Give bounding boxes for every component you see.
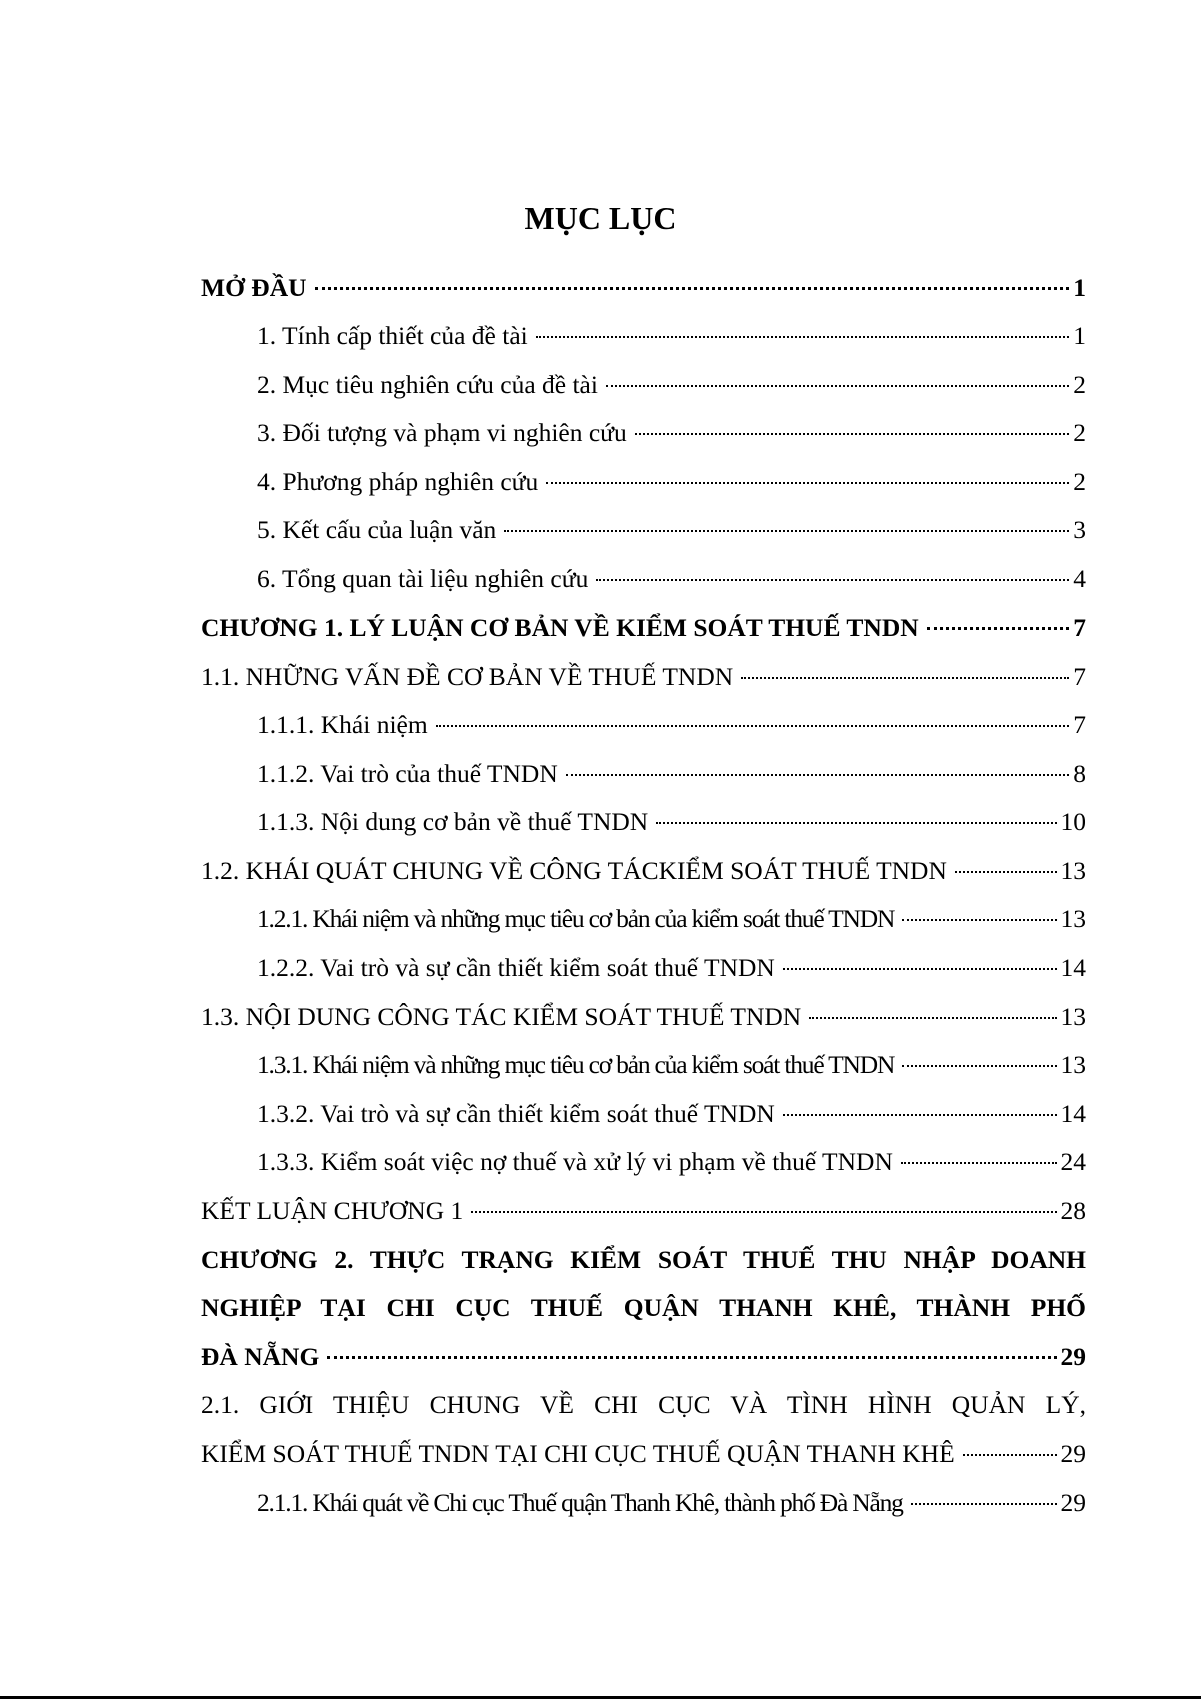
toc-entry-2-1-line1[interactable] (201, 1389, 1086, 1421)
dot-leader (315, 287, 1070, 290)
toc-entry-label: 1.1.1. Khái niệm (257, 710, 428, 739)
toc-title: MỤC LỤC (524, 200, 677, 236)
toc-entry-1-3-3[interactable] (257, 1146, 1086, 1178)
toc-entry-1-3-2[interactable] (257, 1098, 1086, 1130)
toc-entry-label: 1.3.2. Vai trò và sự cần thiết kiểm soát thuế TNDN (257, 1099, 775, 1128)
dot-leader (436, 725, 1070, 727)
dot-leader (901, 1162, 1057, 1164)
toc-entry-page: 2 (1073, 370, 1086, 399)
toc-entry-1-3[interactable] (201, 1001, 1086, 1033)
toc-entry-page: 1 (1073, 273, 1086, 302)
toc-entry-page: 7 (1073, 662, 1086, 691)
dot-leader (635, 433, 1070, 435)
toc-entry-ket-luan-1[interactable] (201, 1195, 1086, 1227)
toc-entry-page: 29 (1060, 1342, 1086, 1371)
toc-entry-page: 14 (1060, 953, 1086, 982)
dot-leader (927, 627, 1070, 630)
toc-entry-label: NGHIỆP TẠI CHI CỤC THUẾ QUẬN THANH KHÊ, THÀNH PHỐ (201, 1293, 1086, 1322)
dot-leader (783, 1114, 1057, 1116)
toc-entry-1-2-2[interactable] (257, 952, 1086, 984)
toc-entry-label: 3. Đối tượng và phạm vi nghiên cứu (257, 418, 627, 447)
toc-entry-5[interactable] (257, 514, 1086, 546)
toc-entry-label: KIỂM SOÁT THUẾ TNDN TẠI CHI CỤC THUẾ QUẬN THANH KHÊ (201, 1439, 955, 1468)
toc-entry-label: MỞ ĐẦU (201, 273, 307, 302)
toc-entry-page: 13 (1060, 1050, 1086, 1079)
dot-leader (546, 482, 1069, 484)
toc-entry-page: 7 (1073, 710, 1086, 739)
toc-entry-page: 10 (1060, 807, 1086, 836)
toc-entry-label: 1. Tính cấp thiết của đề tài (257, 321, 528, 350)
toc-entry-page: 13 (1060, 904, 1086, 933)
toc-entry-1-1-3[interactable] (257, 806, 1086, 838)
toc-entry-2-1-line2[interactable] (201, 1438, 1086, 1470)
toc-entry-page: 8 (1073, 759, 1086, 788)
toc-entry-1-3-1[interactable] (257, 1049, 1086, 1081)
toc-entry-mo-dau[interactable] (201, 272, 1086, 304)
toc-entry-label: 2. Mục tiêu nghiên cứu của đề tài (257, 370, 598, 399)
toc-entry-label: CHƯƠNG 1. LÝ LUẬN CƠ BẢN VỀ KIỂM SOÁT THUẾ TNDN (201, 613, 919, 642)
toc-entry-label: 1.1. NHỮNG VẤN ĐỀ CƠ BẢN VỀ THUẾ TNDN (201, 662, 734, 691)
toc-entry-label: KẾT LUẬN CHƯƠNG 1 (201, 1196, 464, 1225)
dot-leader (911, 1503, 1057, 1505)
dot-leader (606, 385, 1069, 387)
toc-entry-1-1-1[interactable] (257, 709, 1086, 741)
toc-entry-2-1-1[interactable] (257, 1487, 1086, 1519)
toc-entry-label: 1.2.2. Vai trò và sự cần thiết kiểm soát thuế TNDN (257, 953, 775, 982)
toc-entry-chuong-2-line2[interactable] (201, 1292, 1086, 1324)
toc-entry-1[interactable] (257, 320, 1086, 352)
toc-entry-page: 2 (1073, 418, 1086, 447)
dot-leader (471, 1211, 1056, 1213)
toc-entry-chuong-2-line3[interactable] (201, 1341, 1086, 1373)
dot-leader (963, 1454, 1057, 1456)
toc-entry-page: 24 (1060, 1147, 1086, 1176)
toc-entry-label: 1.3.1. Khái niệm và những mục tiêu cơ bản của kiểm soát thuế TNDN (257, 1050, 895, 1079)
dot-leader (809, 1017, 1056, 1019)
toc-entry-label: 1.3. NỘI DUNG CÔNG TÁC KIỂM SOÁT THUẾ TNDN (201, 1002, 802, 1031)
dot-leader (327, 1356, 1056, 1359)
dot-leader (955, 871, 1057, 873)
toc-entry-label: 2.1. GIỚI THIỆU CHUNG VỀ CHI CỤC VÀ TÌNH HÌNH QUẢN LÝ, (201, 1390, 1086, 1419)
toc-entry-label: 4. Phương pháp nghiên cứu (257, 467, 539, 496)
dot-leader (566, 774, 1069, 776)
toc-entry-page: 13 (1060, 1002, 1086, 1031)
dot-leader (656, 822, 1056, 824)
toc-entry-page: 3 (1073, 515, 1086, 544)
toc-entry-label: CHƯƠNG 2. THỰC TRẠNG KIỂM SOÁT THUẾ THU NHẬP DOANH (201, 1245, 1086, 1274)
dot-leader (783, 968, 1057, 970)
toc-entry-label: 1.1.2. Vai trò của thuế TNDN (257, 759, 558, 788)
toc-entry-page: 28 (1060, 1196, 1086, 1225)
toc-entry-page: 7 (1073, 613, 1086, 642)
toc-entry-page: 4 (1073, 564, 1086, 593)
toc-entry-1-2-1[interactable] (257, 903, 1086, 935)
toc-entry-label: 1.1.3. Nội dung cơ bản về thuế TNDN (257, 807, 649, 836)
toc-entry-page: 29 (1060, 1439, 1086, 1468)
toc-entry-page: 29 (1060, 1488, 1086, 1517)
toc-entry-label: 6. Tổng quan tài liệu nghiên cứu (257, 564, 589, 593)
toc-entry-label: 1.2. KHÁI QUÁT CHUNG VỀ CÔNG TÁCKIỂM SOÁT THUẾ TNDN (201, 856, 947, 885)
dot-leader (741, 677, 1069, 679)
toc-entry-6[interactable] (257, 563, 1086, 595)
dot-leader (596, 579, 1069, 581)
toc-entry-chuong-1[interactable] (201, 612, 1086, 644)
toc-entry-chuong-2-line1[interactable] (201, 1244, 1086, 1276)
toc-entry-4[interactable] (257, 466, 1086, 498)
toc-entry-label: 5. Kết cấu của luận văn (257, 515, 497, 544)
toc-entry-1-2[interactable] (201, 855, 1086, 887)
dot-leader (536, 336, 1070, 338)
toc-entry-2[interactable] (257, 369, 1086, 401)
toc-entry-label: 1.3.3. Kiểm soát việc nợ thuế và xử lý vi phạm về thuế TNDN (257, 1147, 893, 1176)
toc-entry-page: 1 (1073, 321, 1086, 350)
toc-entry-label: 2.1.1. Khái quát về Chi cục Thuế quận Thanh Khê, thành phố Đà Nẵng (257, 1488, 903, 1517)
dot-leader (504, 530, 1069, 532)
toc-entry-page: 2 (1073, 467, 1086, 496)
toc-entry-1-1[interactable] (201, 661, 1086, 693)
toc-entry-label: 1.2.1. Khái niệm và những mục tiêu cơ bản của kiểm soát thuế TNDN (257, 904, 895, 933)
toc-entry-page: 14 (1060, 1099, 1086, 1128)
toc-entry-page: 13 (1060, 856, 1086, 885)
toc-entry-3[interactable] (257, 417, 1086, 449)
dot-leader (902, 919, 1056, 921)
dot-leader (902, 1065, 1056, 1067)
toc-entry-1-1-2[interactable] (257, 758, 1086, 790)
toc-entry-label: ĐÀ NẴNG (201, 1342, 320, 1371)
